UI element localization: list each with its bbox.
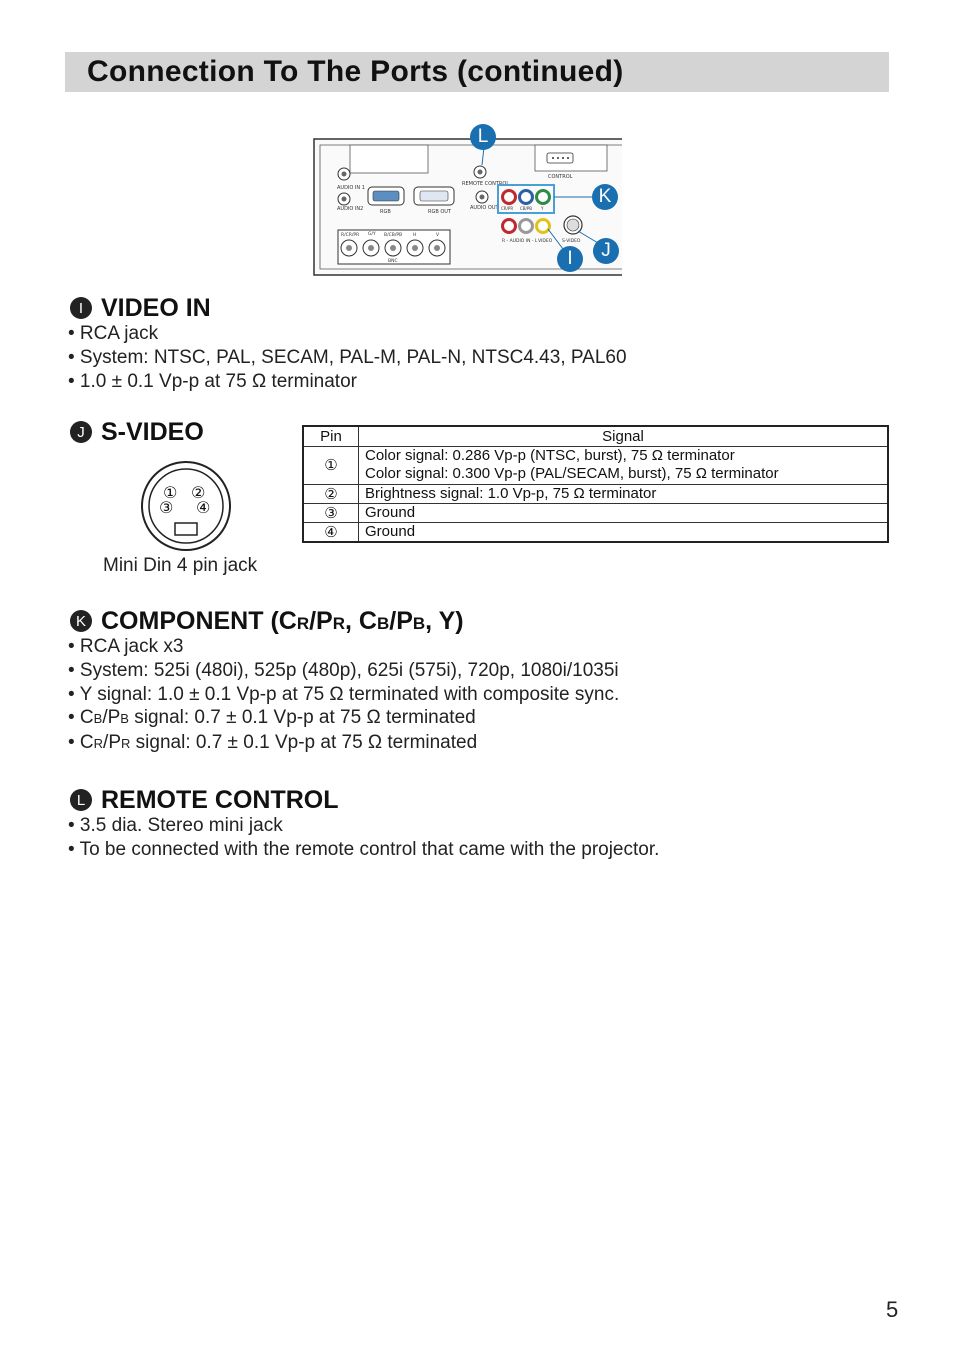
page-title: Connection To The Ports (continued): [87, 55, 624, 88]
text-part: signal: 0.7 ± 0.1 Vp-p at 75 Ω terminated: [130, 732, 478, 754]
table-row: [303, 484, 888, 503]
callout-i: I: [557, 246, 583, 272]
list-item: • Y signal: 1.0 ± 0.1 Vp-p at 75 Ω terminated with composite sync.: [68, 683, 620, 705]
list-item: • To be connected with the remote control that came with the projector.: [68, 838, 660, 860]
signal-cell: [359, 446, 889, 484]
table-row: [303, 446, 888, 484]
label-rgb-out: RGB OUT: [428, 209, 452, 215]
label-cr-pr: CR/PR: [501, 206, 514, 211]
s-video-heading: [70, 418, 204, 446]
video-in-title: VIDEO IN: [101, 293, 211, 322]
text-part: /P: [102, 707, 121, 729]
text-part: • C: [68, 732, 94, 754]
heading-part: /P: [309, 606, 333, 635]
label-bnc-rcr: R/CR/PR: [341, 233, 360, 238]
list-item: • System: NTSC, PAL, SECAM, PAL-M, PAL-N, NTSC4.43, PAL60: [68, 346, 627, 368]
heading-part: COMPONENT (C: [101, 606, 297, 635]
text-part: B: [93, 711, 103, 727]
label-audio-in1: AUDIO IN 1: [337, 185, 365, 191]
label-control: CONTROL: [548, 174, 573, 180]
table-header-row: [303, 426, 888, 446]
heading-part: /P: [389, 606, 413, 635]
remote-heading: [70, 786, 339, 814]
text-part: signal: 0.7 ± 0.1 Vp-p at 75 Ω terminated: [128, 707, 476, 729]
signal-cell: Ground: [359, 522, 889, 542]
label-y: Y: [541, 206, 544, 211]
text-part: B: [120, 711, 129, 727]
signal-text: Color signal: 0.286 Vp-p (NTSC, burst), 75 Ω terminator: [365, 447, 735, 464]
video-in-badge: I: [70, 297, 92, 319]
component-title: [101, 607, 464, 636]
table-row: [303, 503, 888, 522]
signal-text: Color signal: 0.300 Vp-p (PAL/SECAM, burst), 75 Ω terminator: [365, 465, 779, 482]
pin-cell: ③: [303, 503, 359, 522]
signal-cell: Brightness signal: 1.0 Vp-p, 75 Ω terminator: [359, 484, 889, 503]
video-in-heading: [70, 294, 211, 322]
component-bullets: [68, 635, 619, 756]
label-bnc: BNC: [388, 259, 398, 264]
mini-din-caption: Mini Din 4 pin jack: [103, 555, 258, 576]
label-rgb: RGB: [380, 209, 391, 215]
list-item: [68, 706, 619, 731]
heading-part: , Y): [425, 606, 464, 635]
page-number: 5: [886, 1297, 899, 1322]
list-item: • System: 525i (480i), 525p (480p), 625i (575i), 720p, 1080i/1035i: [68, 659, 619, 681]
remote-title: REMOTE CONTROL: [101, 785, 339, 814]
label-bnc-h: H: [413, 233, 417, 238]
text-part: R: [93, 736, 104, 752]
pin-cell: ④: [303, 522, 359, 542]
pin-cell: ①: [303, 446, 359, 484]
s-video-signal-table: [302, 425, 889, 543]
text-part: • C: [68, 707, 94, 729]
callout-j: J: [593, 238, 619, 264]
list-item: • 3.5 dia. Stereo mini jack: [68, 815, 283, 836]
component-heading: [70, 607, 464, 635]
mini-din-connector: [140, 460, 232, 552]
s-video-title: S-VIDEO: [101, 417, 204, 446]
label-remote-control: REMOTE CONTROL: [462, 181, 510, 187]
label-cb-pb: CB/PB: [520, 206, 533, 211]
remote-badge: L: [70, 789, 92, 811]
header-pin: Pin: [303, 426, 359, 446]
pin-2-label: ②: [191, 485, 206, 502]
heading-part: B: [376, 613, 390, 633]
callout-l: L: [470, 124, 496, 150]
text-part: /P: [103, 732, 121, 754]
label-video: VIDEO: [538, 239, 553, 244]
callout-k: K: [592, 184, 618, 210]
heading-part: , C: [345, 606, 377, 635]
list-item: [68, 731, 619, 756]
list-item: • RCA jack: [68, 323, 159, 344]
label-audio-out: AUDIO OUT: [470, 205, 499, 211]
label-audio-in2: AUDIO IN2: [337, 206, 364, 212]
label-audio-in-rl: R - AUDIO IN - L: [502, 239, 538, 244]
label-s-video: S-VIDEO: [562, 239, 581, 244]
list-item: • 1.0 ± 0.1 Vp-p at 75 Ω terminator: [68, 370, 357, 392]
signal-cell: Ground: [359, 503, 889, 522]
label-bnc-gy: G/Y: [368, 232, 376, 237]
list-item: • RCA jack x3: [68, 636, 184, 657]
pin-1-label: ①: [163, 485, 178, 502]
text-part: R: [121, 736, 131, 752]
table-row: [303, 522, 888, 542]
pin-3-label: ③: [159, 500, 174, 517]
label-bnc-bcb: B/CB/PB: [384, 233, 403, 238]
heading-part: R: [296, 613, 310, 633]
heading-part: R: [332, 613, 346, 633]
header-signal: Signal: [359, 426, 889, 446]
s-video-badge: J: [70, 421, 92, 443]
heading-part: B: [412, 613, 426, 633]
video-in-bullets: [68, 322, 627, 393]
component-badge: K: [70, 610, 92, 632]
label-bnc-v: V: [436, 233, 440, 238]
pin-cell: ②: [303, 484, 359, 503]
remote-bullets: [68, 814, 659, 862]
pin-4-label: ④: [196, 500, 211, 517]
